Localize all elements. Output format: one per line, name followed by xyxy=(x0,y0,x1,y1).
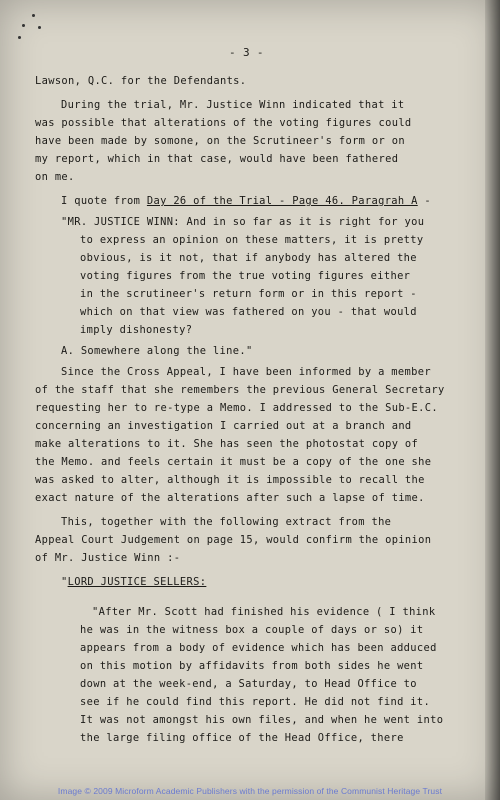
text-line: have been made by somone, on the Scrutineer's form or on xyxy=(35,135,405,147)
text-line: on this motion by affidavits from both sides he went xyxy=(80,660,424,672)
text-line: A. Somewhere along the line." xyxy=(61,345,253,357)
text-line: requesting her to re-type a Memo. I addressed to the Sub-E.C. xyxy=(35,402,438,414)
trial-reference: Day 26 of the Trial - Page 46. Paragrah A xyxy=(146,195,418,207)
text-line: of Mr. Justice Winn :- xyxy=(35,552,181,564)
text-line: "After Mr. Scott had finished his evidence ( I think xyxy=(92,606,436,618)
text-line: Lawson, Q.C. for the Defendants. xyxy=(35,75,247,87)
text-line: on me. xyxy=(35,171,75,183)
text-line: exact nature of the alterations after such a lapse of time. xyxy=(35,492,425,504)
text-line: of the staff that she remembers the previous General Secretary xyxy=(35,384,445,396)
text-line: appears from a body of evidence which has been adduced xyxy=(80,642,437,654)
text-line: he was in the witness box a couple of days or so) it xyxy=(80,624,424,636)
quote-intro-line xyxy=(61,195,431,207)
text-line: It was not amongst his own files, and when he went into xyxy=(80,714,444,726)
text-line: the Memo. and feels certain it must be a copy of the one she xyxy=(35,456,432,468)
quote-intro-text: I quote from xyxy=(61,195,141,207)
text-line: make alterations to it. She has seen the photostat copy of xyxy=(35,438,419,450)
text-line: was possible that alterations of the voting figures could xyxy=(35,117,412,129)
text-line: This, together with the following extract from the xyxy=(61,516,392,528)
heading-line xyxy=(61,576,206,588)
text-line: see if he could find this report. He did not find it. xyxy=(80,696,431,708)
quote-intro-dash: - xyxy=(417,195,431,207)
text-line: During the trial, Mr. Justice Winn indicated that it xyxy=(61,99,405,111)
text-line: down at the week-end, a Saturday, to Head Office to xyxy=(80,678,417,690)
copyright-footer: Image © 2009 Microform Academic Publishers with the permission of the Communist Heritage Trust xyxy=(57,786,443,796)
text-line: Appeal Court Judgement on page 15, would confirm the opinion xyxy=(35,534,432,546)
text-line: voting figures from the true voting figures either xyxy=(80,270,411,282)
text-line: in the scrutineer's return form or in this report - xyxy=(80,288,417,300)
text-line: which on that view was fathered on you - that would xyxy=(80,306,417,318)
text-line: the large filing office of the Head Office, there xyxy=(80,732,404,744)
text-line: imply dishonesty? xyxy=(80,324,193,336)
page-number: - 3 - xyxy=(229,46,264,59)
text-line: my report, which in that case, would have been fathered xyxy=(35,153,399,165)
text-line: Since the Cross Appeal, I have been informed by a member xyxy=(61,366,431,378)
handwritten-marks xyxy=(18,14,58,44)
text-line: was asked to alter, although it is impossible to recall the xyxy=(35,474,425,486)
text-line: obvious, is it not, that if anybody has altered the xyxy=(80,252,417,264)
lord-justice-heading: LORD JUSTICE SELLERS: xyxy=(67,576,207,588)
text-line: to express an opinion on these matters, it is pretty xyxy=(80,234,424,246)
text-line: "MR. JUSTICE WINN: And in so far as it is right for you xyxy=(61,216,425,228)
heading-quote-mark: " xyxy=(61,576,68,588)
text-line: concerning an investigation I carried out at a branch and xyxy=(35,420,412,432)
